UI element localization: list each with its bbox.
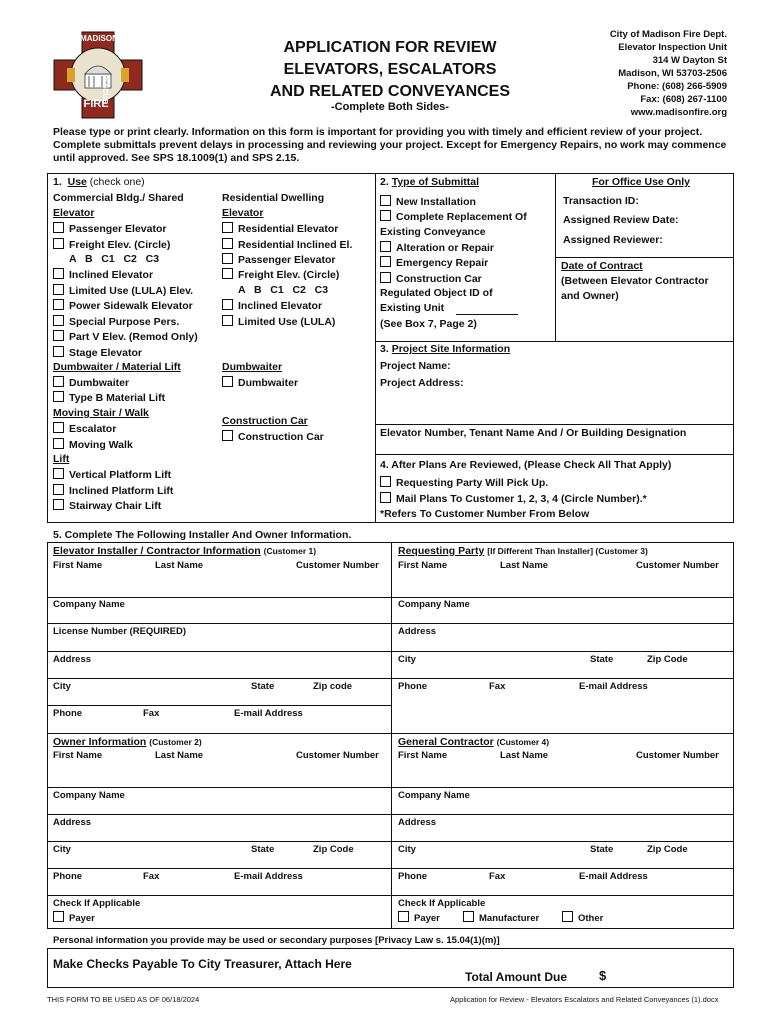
manufacturer-option[interactable]: Manufacturer (463, 911, 539, 924)
use-num: 1. (53, 176, 62, 188)
checkbox[interactable] (53, 222, 64, 233)
res-dumbwaiter-heading: Dumbwaiter (222, 361, 283, 373)
total-amount-field[interactable]: $ (599, 968, 607, 983)
email-label[interactable]: E-mail Address (579, 871, 648, 882)
checkbox[interactable] (53, 315, 64, 326)
review-date-label: Assigned Review Date: (563, 214, 679, 226)
checkbox[interactable] (53, 346, 64, 357)
transaction-id-label: Transaction ID: (563, 195, 639, 207)
after-option[interactable]: Requesting Party Will Pick Up. (380, 476, 548, 489)
dept-website[interactable]: www.madisonfire.org (630, 107, 727, 118)
first-name-label[interactable]: First Name (398, 560, 448, 571)
commercial-heading: Commercial Bldg./ Shared (53, 192, 184, 204)
section5-heading: 5. Complete The Following Installer And Owner Information. (53, 529, 352, 541)
company-label[interactable]: Company Name (53, 790, 125, 801)
customer-number-label[interactable]: Customer Number (636, 560, 719, 571)
fax-label[interactable]: Fax (489, 871, 506, 882)
use-heading (53, 176, 145, 188)
form-title (240, 37, 540, 103)
customer-note: *Refers To Customer Number From Below (380, 508, 590, 520)
lift-heading: Lift (53, 453, 70, 465)
submittal-option[interactable]: Emergency Repair (380, 256, 488, 269)
checkbox[interactable] (53, 468, 64, 479)
see-box-note: (See Box 7, Page 2) (380, 318, 477, 330)
use-option[interactable]: Limited Use (LULA) (222, 315, 335, 328)
check-if-label: Check If Applicable (53, 898, 141, 909)
dept-line: Phone: (608) 266-5909 (627, 81, 727, 92)
checkbox[interactable] (53, 499, 64, 510)
checkbox[interactable] (222, 376, 233, 387)
after-option[interactable]: Mail Plans To Customer 1, 2, 3, 4 (Circle Number).* (380, 492, 647, 505)
checkbox[interactable] (222, 430, 233, 441)
checkbox[interactable] (380, 272, 391, 283)
use-option[interactable]: Limited Use (LULA) Elev. (53, 284, 193, 297)
site-heading: 3. Project Site Information (380, 343, 511, 355)
checkbox[interactable] (53, 330, 64, 341)
payer-option[interactable]: Payer (398, 911, 440, 924)
city-label[interactable]: City (398, 844, 416, 855)
use-option[interactable]: Residential Elevator (222, 222, 338, 235)
existing-unit-label: Existing Unit (380, 302, 445, 314)
use-option[interactable]: Construction Car (222, 430, 324, 443)
submittal-option[interactable]: Alteration or Repair (380, 241, 494, 254)
reviewer-label: Assigned Reviewer: (563, 234, 663, 246)
address-label[interactable]: Address (398, 626, 437, 637)
email-label[interactable]: E-mail Address (234, 871, 303, 882)
use-option[interactable]: Type B Material Lift (53, 391, 165, 404)
last-name-label[interactable]: Last Name (155, 560, 204, 571)
use-option[interactable]: Passenger Elevator (53, 222, 166, 235)
company-label[interactable]: Company Name (53, 599, 125, 610)
checkbox[interactable] (222, 222, 233, 233)
license-label[interactable]: License Number (REQUIRED) (53, 626, 187, 637)
phone-label[interactable]: Phone (398, 681, 428, 692)
checkbox[interactable] (380, 492, 391, 503)
freight-circle-options[interactable]: A B C1 C2 C3 (238, 284, 329, 296)
checkbox[interactable] (53, 438, 64, 449)
use-option[interactable]: Inclined Elevator (53, 268, 153, 281)
total-amount-label: Total Amount Due (465, 970, 567, 984)
freight-circle-options[interactable]: A B C1 C2 C3 (69, 253, 160, 265)
address-label[interactable]: Address (53, 654, 92, 665)
use-option[interactable]: Moving Walk (53, 438, 133, 451)
city-label[interactable]: City (53, 681, 71, 692)
use-option[interactable]: Special Purpose Pers. (53, 315, 179, 328)
submittal-option[interactable]: Construction Car (380, 272, 482, 285)
company-label[interactable]: Company Name (398, 599, 470, 610)
use-hint: (check one) (89, 176, 145, 188)
use-option[interactable]: Stairway Chair Lift (53, 499, 161, 512)
dept-line: Madison, WI 53703-2506 (618, 68, 727, 79)
residential-heading: Residential Dwelling (222, 192, 325, 204)
file-name: Application for Review - Elevators Escalators and Related Conveyances (1).docx (450, 995, 719, 1004)
checks-payable: Make Checks Payable To City Treasurer, Attach Here (53, 957, 352, 971)
check-if-label: Check If Applicable (398, 898, 486, 909)
form-subtitle: -Complete Both Sides- (331, 101, 449, 113)
company-label[interactable]: Company Name (398, 790, 470, 801)
last-name-label[interactable]: Last Name (500, 750, 549, 761)
contract-note-1: (Between Elevator Contractor (561, 275, 709, 287)
logo-bottom-text: FIRE (83, 98, 109, 110)
contract-note-2: and Owner) (561, 290, 619, 302)
form-effective-date: THIS FORM TO BE USED AS OF 06/18/2024 (47, 995, 200, 1004)
contract-date-heading: Date of Contract (561, 260, 643, 272)
phone-label[interactable]: Phone (53, 871, 83, 882)
email-label[interactable]: E-mail Address (579, 681, 648, 692)
city-label[interactable]: City (398, 654, 416, 665)
dept-line: 314 W Dayton St (652, 55, 727, 66)
zip-label[interactable]: Zip Code (647, 654, 688, 665)
use-title: Use (67, 176, 87, 188)
other-option[interactable]: Other (562, 911, 603, 924)
residential-heading-b: Elevator (222, 207, 264, 219)
logo-right-text: RESCUE (101, 74, 108, 104)
requesting-heading: Requesting Party [If Different Than Installer] (Customer 3) (398, 545, 648, 557)
dept-line: City of Madison Fire Dept. (609, 29, 727, 40)
last-name-label[interactable]: Last Name (500, 560, 549, 571)
privacy-notice: Personal information you provide may be used or secondary purposes [Privacy Law s. 15.04(1)(m)] (53, 935, 500, 946)
existing-unit-field[interactable] (456, 314, 518, 315)
moving-heading: Moving Stair / Walk (53, 407, 149, 419)
checkbox[interactable] (53, 284, 64, 295)
title-line-3: AND RELATED CONVEYANCES (269, 83, 511, 100)
office-use-heading: For Office Use Only (592, 176, 691, 188)
dept-line: Elevator Inspection Unit (618, 42, 727, 53)
customer-number-label[interactable]: Customer Number (296, 560, 379, 571)
title-line-1: APPLICATION FOR REVIEW (283, 39, 497, 56)
use-option[interactable]: Residential Inclined El. (222, 238, 352, 251)
use-option[interactable]: Inclined Elevator (222, 299, 322, 312)
fax-label[interactable]: Fax (489, 681, 506, 692)
checkbox[interactable] (222, 299, 233, 310)
zip-label[interactable]: Zip Code (313, 844, 354, 855)
use-option[interactable]: Inclined Platform Lift (53, 484, 173, 497)
checkbox[interactable] (53, 911, 64, 922)
checkbox[interactable] (53, 376, 64, 387)
zip-label[interactable]: Zip code (313, 681, 353, 692)
dept-info (540, 28, 727, 119)
first-name-label[interactable]: First Name (53, 750, 103, 761)
first-name-label[interactable]: First Name (53, 560, 103, 571)
gc-heading: General Contractor (Customer 4) (398, 736, 550, 748)
use-option[interactable]: Part V Elev. (Remod Only) (53, 330, 198, 343)
project-address-label: Project Address: (380, 377, 464, 389)
checkbox[interactable] (222, 268, 233, 279)
checkbox[interactable] (398, 911, 409, 922)
use-option[interactable]: Freight Elev. (Circle) (222, 268, 339, 281)
checkbox[interactable] (380, 241, 391, 252)
submittal-option[interactable]: New Installation (380, 195, 476, 208)
after-review-heading: 4. After Plans Are Reviewed, (Please Check All That Apply) (380, 459, 672, 471)
phone-label[interactable]: Phone (398, 871, 428, 882)
checkbox[interactable] (222, 253, 233, 264)
commercial-heading-b: Elevator (53, 207, 95, 219)
submittal-option[interactable]: Complete Replacement Of (380, 210, 527, 223)
state-label[interactable]: State (590, 844, 614, 855)
use-option[interactable]: Power Sidewalk Elevator (53, 299, 193, 312)
checkbox[interactable] (53, 422, 64, 433)
logo-top-text: MADISON (80, 34, 118, 43)
owner-heading: Owner Information (Customer 2) (53, 736, 202, 748)
zip-label[interactable]: Zip Code (647, 844, 688, 855)
checkbox[interactable] (380, 210, 391, 221)
checkbox[interactable] (380, 476, 391, 487)
dept-line: Fax: (608) 267-1100 (640, 94, 727, 105)
use-option[interactable]: Dumbwaiter (53, 376, 129, 389)
regulated-object-label: Regulated Object ID of (380, 287, 493, 299)
checkbox[interactable] (53, 268, 64, 279)
checkbox[interactable] (562, 911, 573, 922)
existing-conveyance: Existing Conveyance (380, 226, 486, 238)
title-line-2: ELEVATORS, ESCALATORS (283, 61, 497, 78)
email-label[interactable]: E-mail Address (234, 708, 303, 719)
first-name-label[interactable]: First Name (398, 750, 448, 761)
use-option[interactable]: Dumbwaiter (222, 376, 298, 389)
installer-heading: Elevator Installer / Contractor Information (Customer 1) (53, 545, 317, 557)
state-label[interactable]: State (590, 654, 614, 665)
phone-label[interactable]: Phone (53, 708, 83, 719)
checkbox[interactable] (53, 391, 64, 402)
checkbox[interactable] (222, 315, 233, 326)
checkbox[interactable] (53, 299, 64, 310)
submittal-heading: 2. Type of Submittal (380, 176, 479, 188)
use-option[interactable]: Stage Elevator (53, 346, 142, 359)
state-label[interactable]: State (251, 844, 275, 855)
fax-label[interactable]: Fax (143, 871, 160, 882)
use-option[interactable]: Freight Elev. (Circle) (53, 238, 170, 251)
project-name-label: Project Name: (380, 360, 451, 372)
fax-label[interactable]: Fax (143, 708, 160, 719)
state-label[interactable]: State (251, 681, 275, 692)
address-label[interactable]: Address (398, 817, 437, 828)
dumbwaiter-heading: Dumbwaiter / Material Lift (53, 361, 181, 373)
use-option[interactable]: Escalator (53, 422, 116, 435)
elevator-number-label: Elevator Number, Tenant Name And / Or Building Designation (380, 427, 687, 439)
last-name-label[interactable]: Last Name (155, 750, 204, 761)
payer-option[interactable]: Payer (53, 911, 95, 924)
checkbox[interactable] (222, 238, 233, 249)
customer-number-label[interactable]: Customer Number (636, 750, 719, 761)
checkbox[interactable] (463, 911, 474, 922)
intro-text: Please type or print clearly. Information on this form is important for providing you with timely and efficient review of your project. Complete submittals prevent delays in processing and reviewing your project. Except for Emergency Repairs, no work may commence until approved. See SPS 18.1009(1) and SPS 2.15. (53, 126, 727, 164)
use-option[interactable]: Passenger Elevator (222, 253, 335, 266)
checkbox[interactable] (53, 484, 64, 495)
checkbox[interactable] (53, 238, 64, 249)
city-label[interactable]: City (53, 844, 71, 855)
construction-heading: Construction Car (222, 415, 308, 427)
address-label[interactable]: Address (53, 817, 92, 828)
customer-number-label[interactable]: Customer Number (296, 750, 379, 761)
use-option[interactable]: Vertical Platform Lift (53, 468, 171, 481)
checkbox[interactable] (380, 195, 391, 206)
checkbox[interactable] (380, 256, 391, 267)
